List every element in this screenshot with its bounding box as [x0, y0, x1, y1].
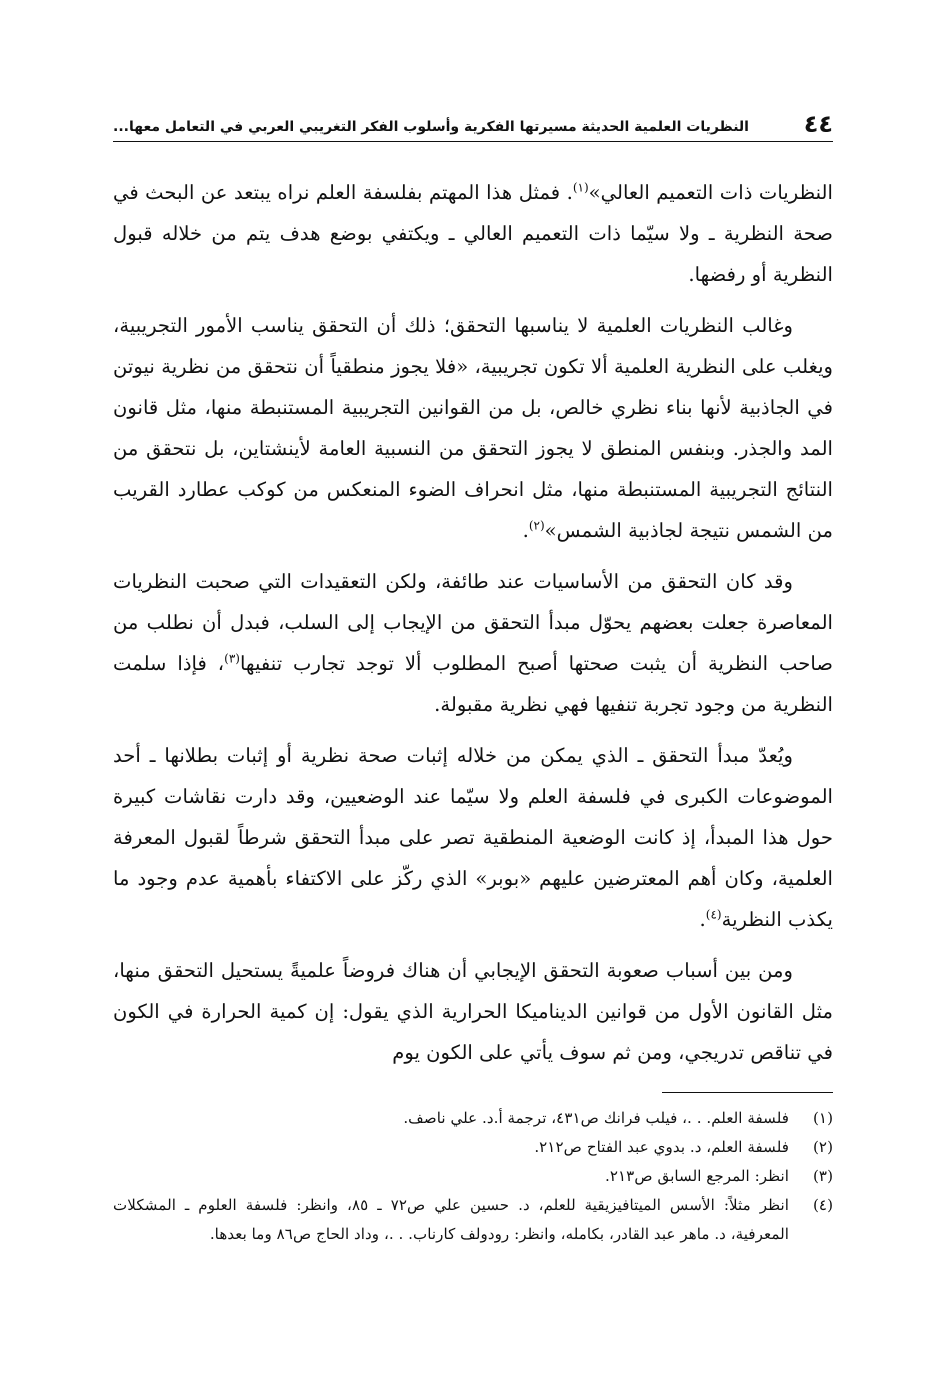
running-title: النظريات العلمية الحديثة مسيرتها الفكرية وأسلوب الفكر التغريبي العربي في التعامل معها...: [113, 119, 749, 135]
footnote-separator: [662, 1092, 833, 1093]
page-number: ٤٤: [803, 110, 833, 138]
footnote: [113, 1162, 833, 1191]
paragraph-text: ومن بين أسباب صعوبة التحقق الإيجابي أن هناك فروضاً علميةً يستحيل التحقق منها، مثل القانون الأول من قوانين الديناميكا الحرارية الذي يقول: إن كمية الحرارة في الكون في تناقص تدريجي، ومن ثم سوف يأتي على الكون يوم: [113, 959, 833, 1064]
footnotes: [113, 1104, 833, 1249]
paragraph-text: النظريات ذات التعميم العالي»: [588, 181, 833, 204]
footnote-text: انظر مثلاً: الأسس الميتافيزيقية للعلم، د. حسين علي ص٧٢ ـ ٨٥، وانظر: فلسفة العلوم ـ المشكلات المعرفية، د. ماهر عبد القادر، بكامله، وانظر: رودولف كارناب. . .، وداد الحاج ص٨٦ وما بعدها.: [113, 1196, 789, 1243]
footnote: [113, 1133, 833, 1162]
footnote-ref: (٤): [705, 907, 722, 922]
footnote-number: (٢): [812, 1138, 833, 1156]
body-text: [113, 172, 833, 1073]
paragraph-text: . فمثل هذا المهتم بفلسفة العلم نراه يبتعد عن البحث في صحة النظرية ـ ولا سيّما ذات التعميم العالي ـ ويكتفي بوضع هدف يتم من خلاله قبول النظرية أو رفضها.: [113, 181, 833, 286]
paragraph-text: وقد كان التحقق من الأساسيات عند طائفة، ولكن التعقيدات التي صحبت النظريات المعاصرة جعلت بعضهم يحوّل مبدأ التحقق من الإيجاب إلى السلب، فبدل أن نطلب من صاحب النظرية أن يثبت صحتها أصبح المطلوب ألا توجد تجارب تنفيها: [113, 570, 833, 675]
paragraph: [113, 950, 833, 1073]
footnote-ref: (٢): [528, 518, 545, 533]
paragraph-text: وغالب النظريات العلمية لا يناسبها التحقق؛ ذلك أن التحقق يناسب الأمور التجريبية، ويغلب على النظرية العلمية ألا تكون تجريبية، «فلا يجوز منطقياً أن نتحقق من نظرية نيوتن في الجاذبية لأنها بناء نظري خالص، بل من القوانين التجريبية المستنبطة منها، مثل قانون المد والجذر. وبنفس المنطق لا يجوز التحقق من النسبية العامة لأينشتاين، بل نتحقق من النتائج التجريبية المستنبطة منها، مثل انحراف الضوء المنعكس من كوكب عطارد القريب من الشمس نتيجة لجاذبية الشمس»: [113, 314, 833, 542]
footnote-number: (٣): [812, 1167, 833, 1185]
footnote: [113, 1104, 833, 1133]
footnote: [113, 1191, 833, 1249]
paragraph: [113, 172, 833, 295]
footnote-text: فلسفة العلم، د. بدوي عبد الفتاح ص٢١٢.: [534, 1138, 789, 1156]
footnote-number: (٤): [812, 1196, 833, 1214]
paragraph-text: ويُعدّ مبدأ التحقق ـ الذي يمكن من خلاله إثبات صحة نظرية أو إثبات بطلانها ـ أحد الموضوعات الكبرى في فلسفة العلم ولا سيّما عند الوضعيين، وقد دارت نقاشات كبيرة حول هذا المبدأ، إذ كانت الوضعية المنطقية تصر على مبدأ التحقق شرطاً لقبول المعرفة العلمية، وكان أهم المعترضين عليهم «بوبر» الذي ركّز على الاكتفاء بأهمية عدم وجود ما يكذب النظرية: [113, 744, 833, 931]
paragraph-text: ، فإذا سلمت النظرية من وجود تجربة تنفيها فهي نظرية مقبولة.: [113, 652, 833, 716]
footnote-number: (١): [812, 1109, 833, 1127]
paragraph: [113, 735, 833, 940]
paragraph: [113, 305, 833, 551]
paragraph-text: .: [699, 908, 706, 931]
paragraph-text: .: [522, 519, 529, 542]
paragraph: [113, 561, 833, 725]
footnote-ref: (١): [572, 180, 589, 195]
footnote-text: انظر: المرجع السابق ص٢١٣.: [605, 1167, 789, 1185]
header-rule: [113, 141, 833, 142]
page-header: [113, 100, 833, 138]
footnote-ref: (٣): [224, 651, 240, 666]
footnote-text: فلسفة العلم. . .، فيلب فرانك ص٤٣١، ترجمة أ.د. علي ناصف.: [403, 1109, 789, 1127]
